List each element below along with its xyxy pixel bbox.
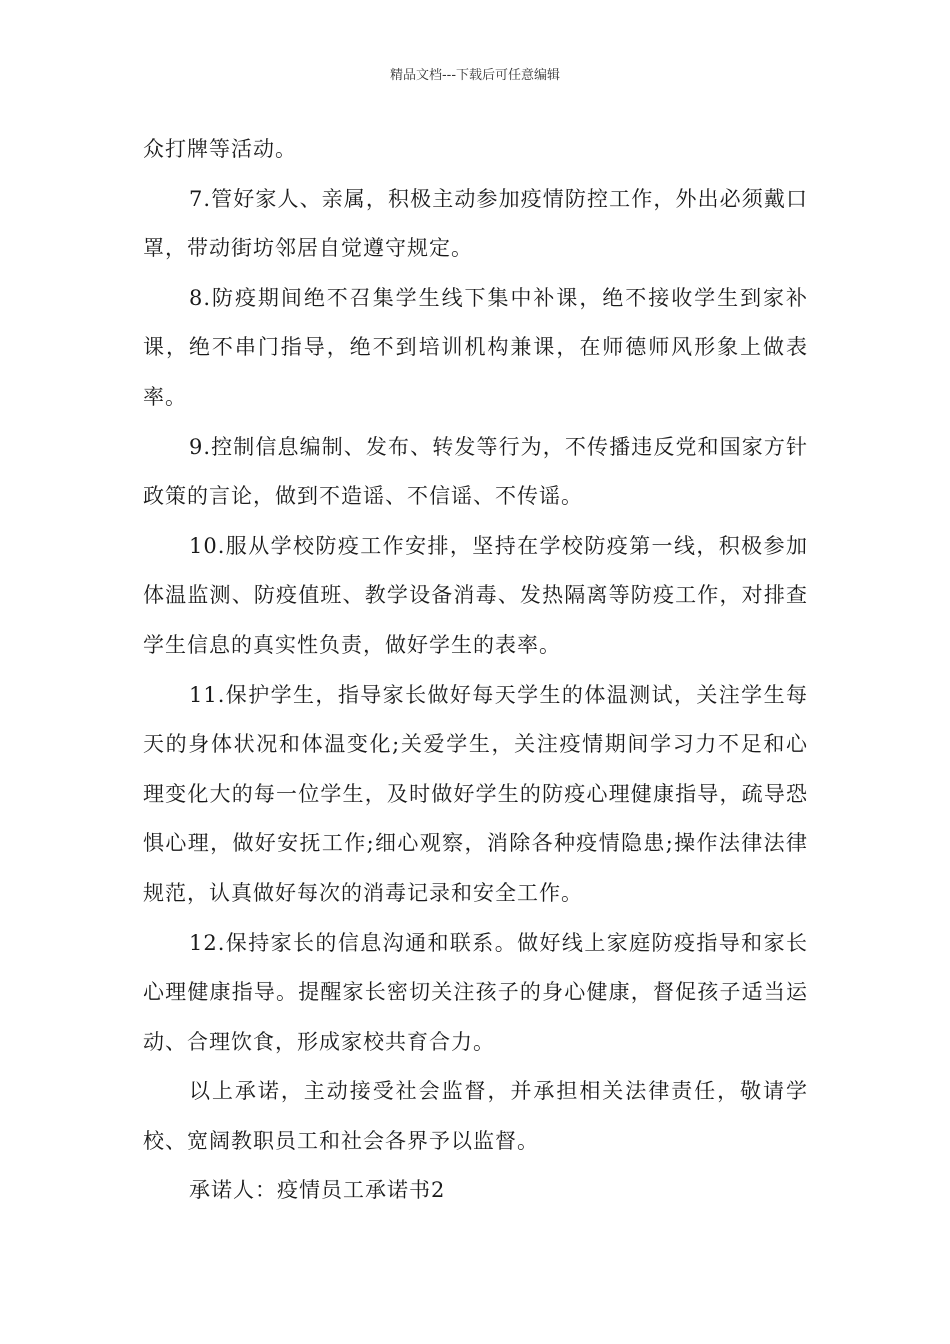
paragraph-item-9: 9.控制信息编制、发布、转发等行为，不传播违反党和国家方针政策的言论，做到不造谣、不信谣、不传谣。 [143, 434, 808, 509]
paragraph-item-8: 8.防疫期间绝不召集学生线下集中补课，绝不接收学生到家补课，绝不串门指导，绝不到培训机构兼课，在师德师风形象上做表率。 [143, 285, 808, 409]
document-body [143, 125, 808, 1216]
signature-line: 承诺人：疫情员工承诺书2 [189, 1178, 446, 1203]
page-header: 精品文档---下载后可任意编辑 [389, 68, 561, 83]
paragraph-continuation: 众打牌等活动。 [143, 137, 297, 161]
paragraph-item-10: 10.服从学校防疫工作安排，坚持在学校防疫第一线，积极参加体温监测、防疫值班、教学设备消毒、发热隔离等防疫工作，对排查学生信息的真实性负责，做好学生的表率。 [143, 533, 808, 657]
paragraph-item-12: 12.保持家长的信息沟通和联系。做好线上家庭防疫指导和家长心理健康指导。提醒家长密切关注孩子的身心健康，督促孩子适当运动、合理饮食，形成家校共育合力。 [143, 930, 808, 1054]
paragraph-closing: 以上承诺，主动接受社会监督，并承担相关法律责任，敬请学校、宽阔教职员工和社会各界予以监督。 [143, 1079, 808, 1153]
paragraph-item-7: 7.管好家人、亲属，积极主动参加疫情防控工作，外出必须戴口罩，带动街坊邻居自觉遵守规定。 [143, 186, 808, 261]
paragraph-item-11: 11.保护学生，指导家长做好每天学生的体温测试，关注学生每天的身体状况和体温变化;关爱学生，关注疫情期间学习力不足和心理变化大的每一位学生，及时做好学生的防疫心理健康指导，疏导恐惧心理，做好安抚工作;细心观察，消除各种疫情隐患;操作法律法律规范，认真做好每次的消毒记录和安全工作。 [143, 682, 808, 905]
